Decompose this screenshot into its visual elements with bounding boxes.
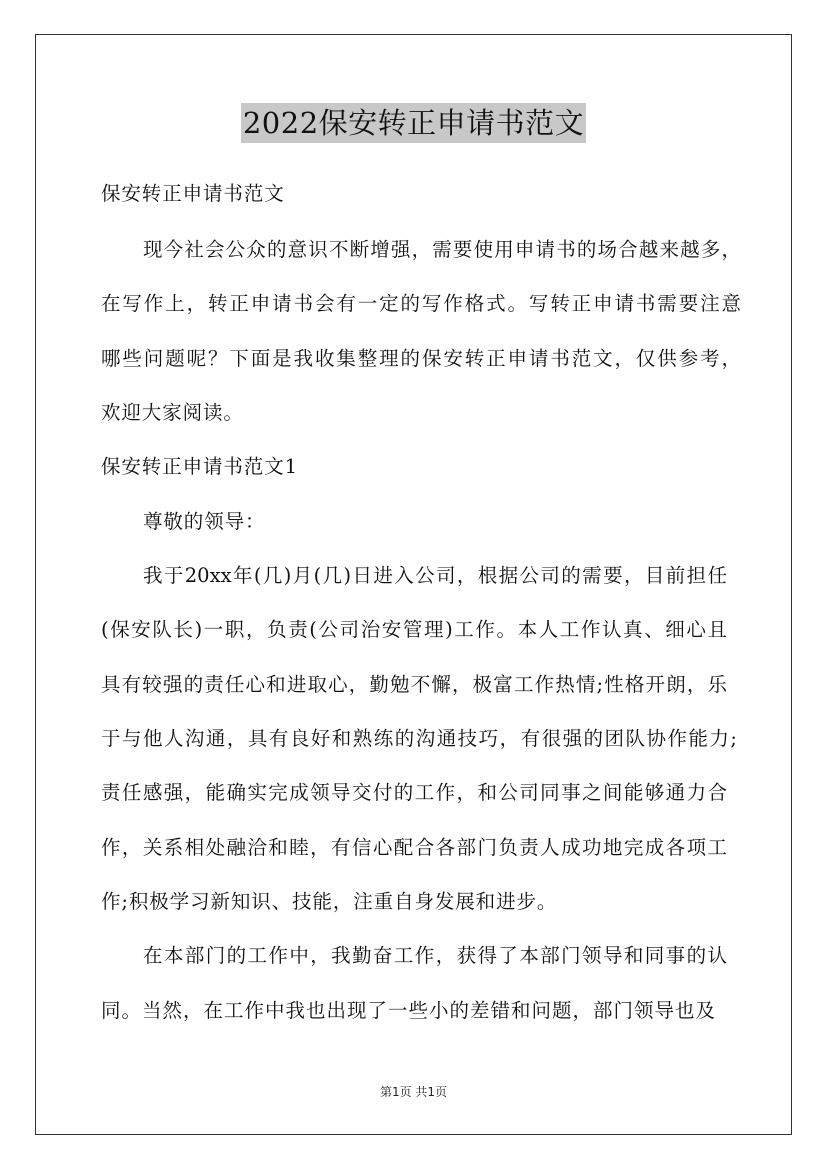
paragraph-line: (保安队长)一职，负责(公司治安管理)工作。本人工作认真、细心且: [101, 618, 727, 641]
paragraph-line: 作，关系相处融洽和睦，有信心配合各部门负责人成功地完成各项工: [101, 836, 727, 859]
paragraph-line: 具有较强的责任心和进取心，勤勉不懈，极富工作热情;性格开朗，乐: [101, 673, 727, 696]
subtitle-line: 保安转正申请书范文: [101, 182, 285, 205]
paragraph-line: 在本部门的工作中，我勤奋工作，获得了本部门领导和同事的认: [143, 944, 727, 967]
page-footer: 第1页 共1页: [379, 1085, 448, 1099]
paragraph-line: 在写作上，转正申请书会有一定的写作格式。写转正申请书需要注意: [101, 292, 741, 315]
salutation-line: 尊敬的领导：: [143, 510, 266, 533]
paragraph-line: 哪些问题呢？下面是我收集整理的保安转正申请书范文，仅供参考，: [101, 347, 741, 370]
section-heading: 保安转正申请书范文1: [101, 455, 298, 478]
paragraph-line: 作;积极学习新知识、技能，注重自身发展和进步。: [101, 890, 558, 913]
paragraph-line: 责任感强，能确实完成领导交付的工作，和公司同事之间能够通力合: [101, 781, 727, 804]
paragraph-line: 我于20xx年(几)月(几)日进入公司，根据公司的需要，目前担任: [143, 564, 727, 587]
paragraph-line: 现今社会公众的意识不断增强，需要使用申请书的场合越来越多，: [143, 238, 741, 261]
paragraph-line: 欢迎大家阅读。: [101, 401, 244, 424]
document-title: 2022保安转正申请书范文: [241, 103, 586, 143]
paragraph-line: 于与他人沟通，具有良好和熟练的沟通技巧，有很强的团队协作能力;: [101, 727, 737, 750]
title-container: [0, 103, 827, 143]
paragraph-line: 同。当然，在工作中我也出现了一些小的差错和问题，部门领导也及: [101, 999, 715, 1022]
